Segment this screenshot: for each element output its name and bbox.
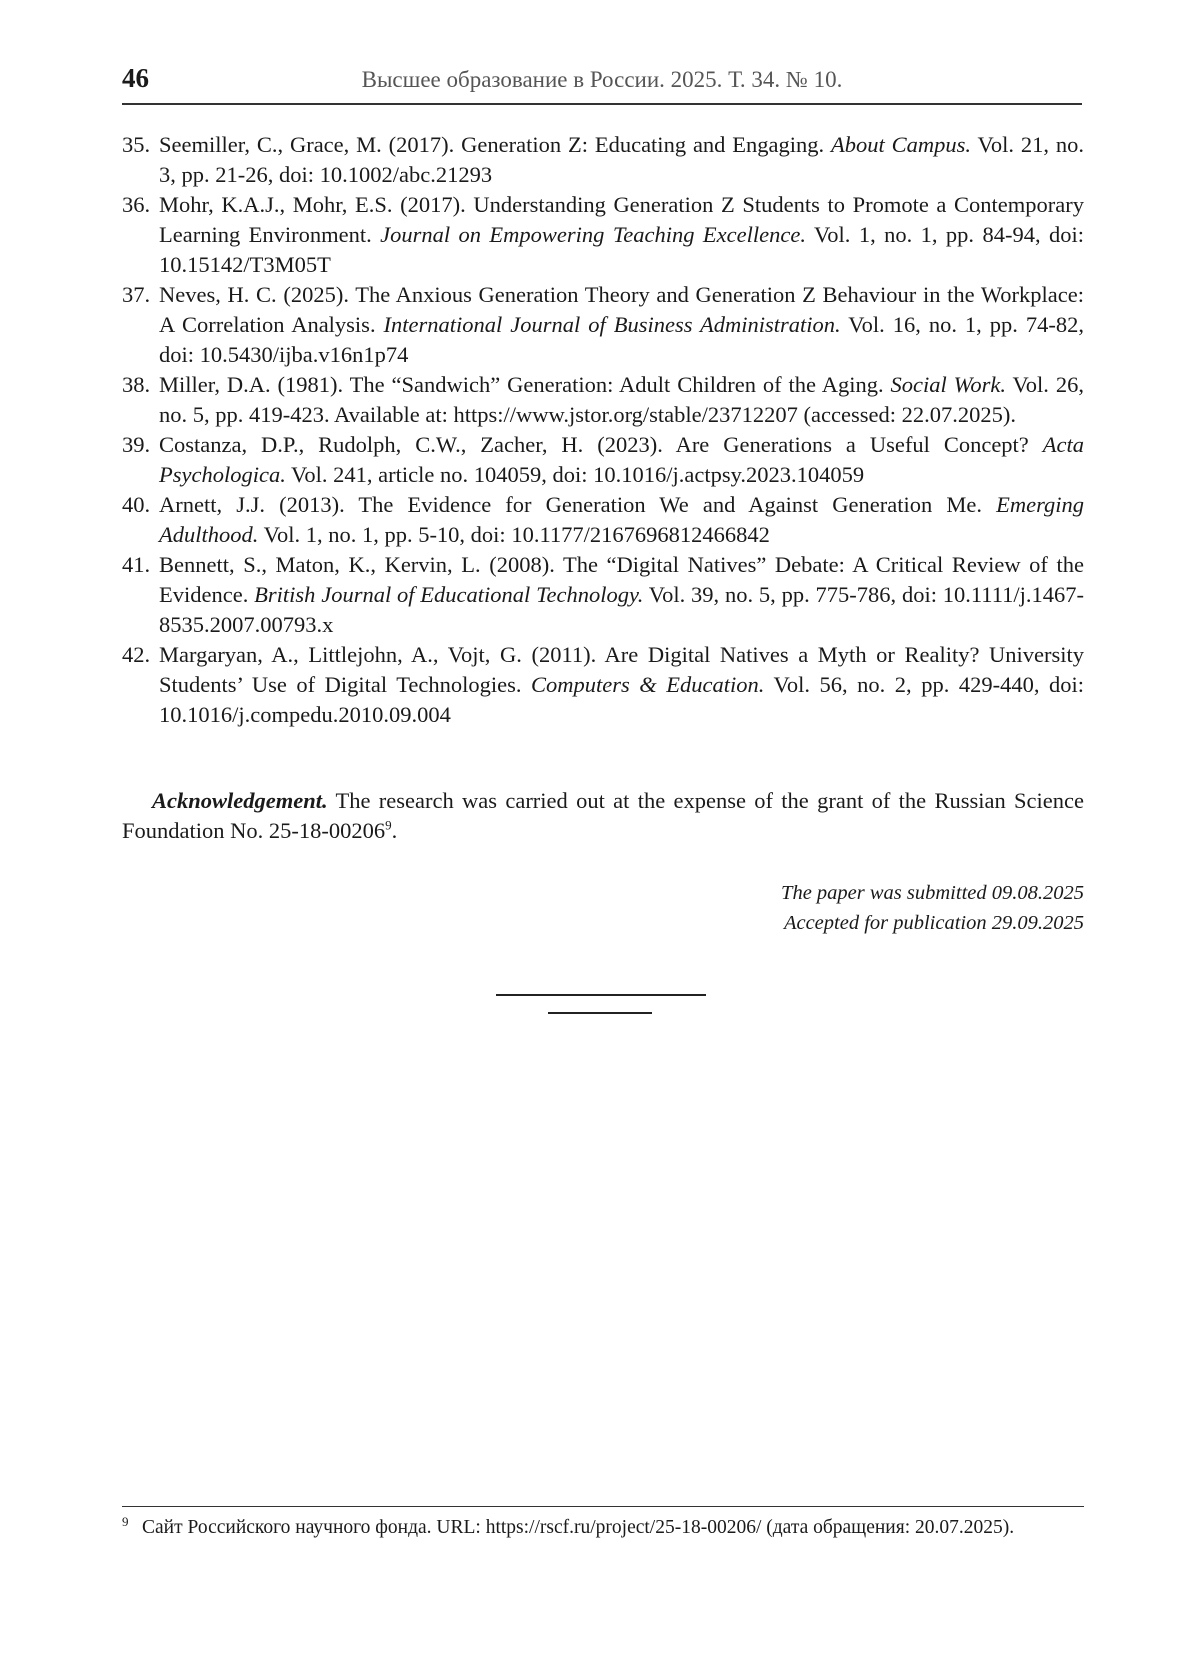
submitted-date: The paper was submitted 09.08.2025 xyxy=(781,882,1084,904)
reference-details: Vol. 1, no. 1, pp. 5-10, doi: 10.1177/2167696812466842 xyxy=(258,522,770,547)
end-separator-long xyxy=(496,994,706,996)
running-title: Высшее образование в России. 2025. Т. 34. № 10. xyxy=(361,67,843,92)
accepted-date: Accepted for publication 29.09.2025 xyxy=(783,912,1084,934)
reference-text: Seemiller, C., Grace, M. (2017). Generation Z: Educating and Engaging. xyxy=(159,132,832,157)
acknowledgement xyxy=(122,786,1084,846)
reference-text: Costanza, D.P., Rudolph, C.W., Zacher, H. (2023). Are Generations a Useful Concept? xyxy=(159,432,1043,457)
reference-journal: Social Work. xyxy=(890,372,1006,397)
reference-number: 40. xyxy=(122,492,151,517)
footnote-rule xyxy=(122,1506,1084,1507)
reference-journal: About Campus. xyxy=(831,132,972,157)
header-rule xyxy=(122,103,1082,105)
reference-details: Vol. 56, no. 2, pp. 429-440, doi: 10.1016/j.compedu.2010.09.004 xyxy=(159,672,1084,727)
reference-text: Miller, D.A. (1981). The “Sandwich” Generation: Adult Children of the Aging. xyxy=(159,372,891,397)
end-separator-short xyxy=(548,1012,652,1014)
footnote-text: Сайт Российского научного фонда. URL: https://rscf.ru/project/25-18-00206/ (дата обращения: 20.07.2025). xyxy=(142,1517,1015,1538)
reference-details: Vol. 16, no. 1, pp. 74-82, doi: 10.5430/ijba.v16n1p74 xyxy=(159,312,1084,367)
reference-journal: Computers & Education. xyxy=(531,672,765,697)
reference-journal: International Journal of Business Administration. xyxy=(383,312,841,337)
reference-text: Bennett, S., Maton, K., Kervin, L. (2008). The “Digital Natives” Debate: A Critical Review of the Evidence. xyxy=(159,552,1084,607)
acknowledgement-end: . xyxy=(391,818,398,843)
footnote-reference: 9 xyxy=(385,817,392,833)
footnote-mark: 9 xyxy=(122,1514,129,1529)
reference-number: 42. xyxy=(122,642,151,667)
reference-item xyxy=(122,640,1084,730)
reference-text: Margaryan, A., Littlejohn, A., Vojt, G. (2011). Are Digital Natives a Myth or Reality? University Students’ Use of Digital Technologies. xyxy=(159,642,1084,697)
reference-details: Vol. 1, no. 1, pp. 84-94, doi: 10.15142/T3M05T xyxy=(159,222,1084,277)
page-header xyxy=(122,60,1082,106)
page-number: 46 xyxy=(122,63,149,93)
reference-journal: Emerging Adulthood. xyxy=(159,492,1084,547)
reference-list xyxy=(122,130,1084,730)
reference-details: Vol. 26, no. 5, pp. 419-423. Available at: https://www.jstor.org/stable/23712207 (accessed: 22.07.2025). xyxy=(159,372,1084,427)
reference-journal: Journal on Empowering Teaching Excellence. xyxy=(380,222,806,247)
reference-text: Arnett, J.J. (2013). The Evidence for Generation We and Against Generation Me. xyxy=(159,492,997,517)
reference-details: Vol. 39, no. 5, pp. 775-786, doi: 10.1111/j.1467-8535.2007.00793.x xyxy=(159,582,1084,637)
reference-item xyxy=(122,490,1084,550)
reference-item xyxy=(122,550,1084,640)
reference-number: 38. xyxy=(122,372,151,397)
reference-journal: British Journal of Educational Technology. xyxy=(254,582,644,607)
reference-number: 39. xyxy=(122,432,151,457)
reference-item xyxy=(122,280,1084,370)
acknowledgement-label: Acknowledgement. xyxy=(152,788,328,813)
reference-item xyxy=(122,190,1084,280)
footnote xyxy=(122,1514,1084,1542)
reference-item xyxy=(122,130,1084,190)
reference-number: 41. xyxy=(122,552,151,577)
acknowledgement-text: The research was carried out at the expense of the grant of the Russian Science Foundation No. 25-18-00206 xyxy=(122,788,1084,843)
reference-details: Vol. 241, article no. 104059, doi: 10.1016/j.actpsy.2023.104059 xyxy=(285,462,865,487)
reference-item xyxy=(122,370,1084,430)
reference-journal: Acta Psychologica. xyxy=(159,432,1084,487)
publication-dates xyxy=(781,878,1084,938)
reference-number: 36. xyxy=(122,192,151,217)
reference-number: 35. xyxy=(122,132,151,157)
reference-text: Mohr, K.A.J., Mohr, E.S. (2017). Understanding Generation Z Students to Promote a Contemporary Learning Environment. xyxy=(159,192,1084,247)
reference-text: Neves, H. C. (2025). The Anxious Generation Theory and Generation Z Behaviour in the Workplace: A Correlation Analysis. xyxy=(159,282,1084,337)
reference-details: Vol. 21, no. 3, pp. 21-26, doi: 10.1002/abc.21293 xyxy=(159,132,1084,187)
reference-number: 37. xyxy=(122,282,151,307)
reference-item xyxy=(122,430,1084,490)
